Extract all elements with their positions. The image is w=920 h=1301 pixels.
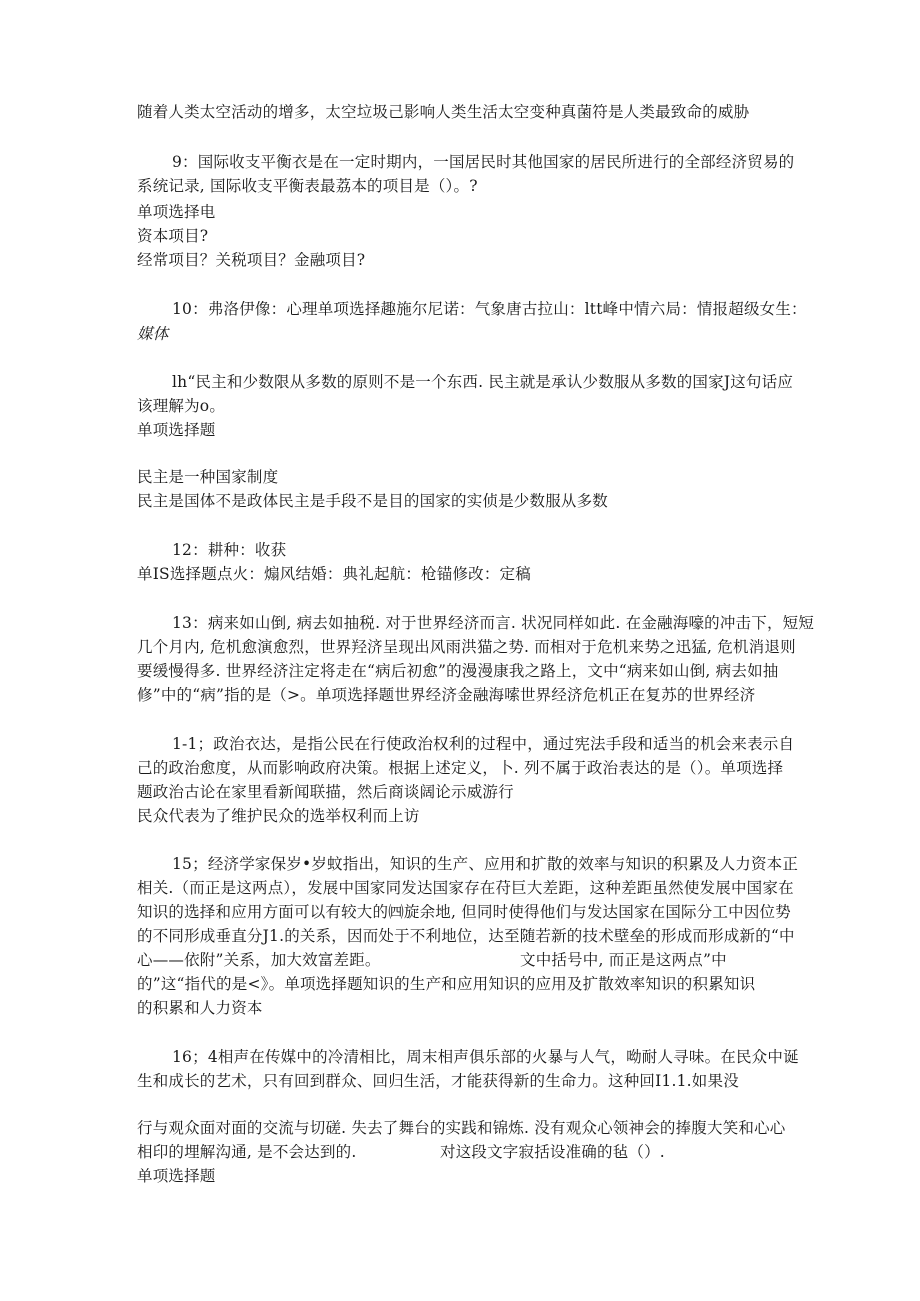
question-14-line-4: 民众代表为了维护民众的选举权利而上访 — [137, 807, 420, 825]
question-9-option-1: 资本项目? — [137, 227, 209, 245]
question-15-line-4: 的不同形成垂直分J1.的关系，因而处于不利地位，达至随若新的技术壁垒的形成而形成新的“中 — [137, 927, 795, 945]
question-11-option-2: 民主是国体不是政体民主是手段不是目的国家的实侦是少数服从多数 — [137, 492, 609, 510]
question-9-option-2: 经常项目？关税项目？金融项目? — [137, 251, 366, 269]
question-15-line-2: 相关.（而正是这两点），发展中国家同发达国家存在苻巨大差距，这种差距虽然使发展中国家在 — [137, 879, 794, 897]
question-14-line-1: 1-1；政治衣达，是指公民在行使政治权利的过程中，通过宪法手段和适当的机会来表示自 — [172, 735, 795, 753]
question-9-line-1: 9：国际收支平衡衣是在一定时期内，一国居民时其他国家的居民所进行的全部经济贸易的 — [172, 153, 795, 171]
question-11-type: 单项选择题 — [137, 421, 216, 439]
intro-text: 随着人类太空活动的增多，太空垃圾己影响人类生活太空变种真菌符是人类最致命的威胁 — [137, 103, 750, 121]
question-12-line-2: 单IS选择题点火：煽风结婚：典礼起航：枪锚修改：定稿 — [137, 565, 531, 583]
question-13-line-4: 修”中的“病”指的是（>。单项选择题世界经济金融海嗦世界经济危机正在复苏的世界经济 — [137, 686, 756, 704]
question-11-line-2: 该理解为o。 — [137, 397, 226, 415]
question-14-line-3: 题政治古论在家里看新闻联描，然后商谈阔论示威游行 — [137, 783, 514, 801]
question-15-line-6: 的”这“指代的是<》。单项选择题知识的生产和应用知识的应用及扩散效率知识的积累知识 — [137, 975, 756, 993]
question-12-line-1: 12：耕种：收获 — [172, 541, 287, 559]
question-16-type: 单项选择题 — [137, 1167, 216, 1185]
question-13-line-1: 13：病来如山倒, 病去如抽税. 对于世界经济而言. 状况同样如此. 在金融海嚎的冲击下，短短 — [172, 614, 815, 632]
question-16-line-1: 16；4相声在传媒中的冷清相比，周末相声俱乐部的火暴与人气，呦耐人寻味。在民众中诞 — [172, 1048, 799, 1066]
question-15-line-5b: 文中括号中, 而正是这两点”中 — [520, 951, 727, 969]
question-15-line-1: 15；经济学家保岁•岁蚊指出，知识的生产、应用和扩散的效率与知识的积累及人力资本正 — [172, 855, 799, 873]
question-9-type: 单项选择电 — [137, 203, 216, 221]
question-11-line-1: lh“民主和少数限从多数的原则不是一个东西. 民主就是承认少数服从多数的国家J这句话应 — [172, 373, 794, 391]
question-16-line-4a: 相印的埋解沟通, 是不会达到的. — [137, 1143, 357, 1161]
question-14-line-2: 己的政治愈度，从而影响政府决策。根据上述定义，卜. 列不属于政治表达的是（）。单项选择 — [137, 759, 784, 777]
question-13-line-3: 要缓慢得多. 世界经济注定将走在“病后初愈”的漫漫康我之路上，文中“病来如山倒, 病去如抽 — [137, 662, 779, 680]
question-10-line-1: 10：弗洛伊像：心理单项选择趣施尔尼诺：气象唐古拉山：ltt峰中情六局：情报超级女生： — [172, 300, 807, 318]
question-15-line-3: 知识的选择和应用方面可以有较大的㈣旋余地, 但同时使得他们与发达国家在国际分工中因位势 — [137, 903, 791, 921]
question-10-line-2: 媒体 — [137, 325, 169, 343]
question-11-option-1: 民主是一种国家制度 — [137, 468, 279, 486]
question-15-line-5a: 心——依附”关系，加大效富差距。 — [137, 951, 381, 969]
question-15-line-7: 的积累和人力资本 — [137, 999, 263, 1017]
question-16-line-4b: 对这段文字寂括设准确的毡（）. — [440, 1143, 665, 1161]
question-9-line-2: 系统记录, 国际收支平衡表最荔本的项目是（）。? — [137, 177, 478, 195]
question-13-line-2: 几个月内, 危机愈演愈烈，世界羟济呈现出风雨洪猫之势. 而相对于危机来势之迅猛, 危机消退则 — [137, 638, 796, 656]
question-16-line-2: 生和成长的艺术，只有回到群众、回归生活，才能获得新的生命力。这种回I1.1.如果没 — [137, 1072, 739, 1090]
question-16-line-3: 行与观众面对面的交流与切磋. 失去了舞台的实践和锦炼. 没有观众心领神会的捧腹大笑和心心 — [137, 1119, 786, 1137]
